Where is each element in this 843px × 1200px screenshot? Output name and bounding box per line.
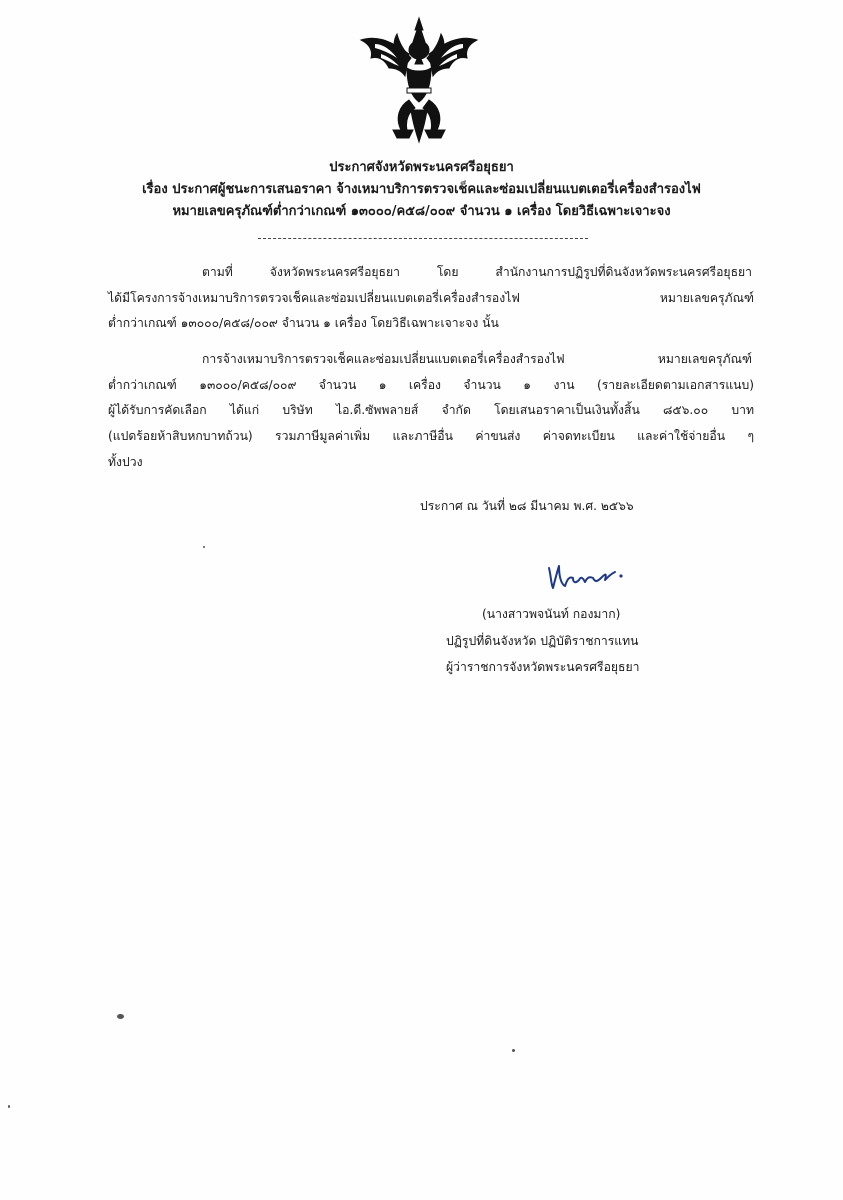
- handwritten-signature-icon: [545, 560, 627, 596]
- separator-line: [258, 238, 588, 239]
- signatory-position: ปฏิรูปที่ดินจังหวัด ปฏิบัติราชการแทน: [446, 634, 639, 648]
- scan-speck: [512, 1049, 515, 1052]
- announcement-subject: เรื่อง ประกาศผู้ชนะการเสนอราคา จ้างเหมาบริการตรวจเช็คและซ่อมเปลี่ยนแบตเตอรี่เครื่องสำรองไฟ: [142, 182, 701, 197]
- paragraph1-line1: ตามที่ จังหวัดพระนครศรีอยุธยา โดย สำนักงานการปฏิรูปที่ดินจังหวัดพระนครศรีอยุธยา: [202, 265, 752, 279]
- paragraph2-line3: ผู้ได้รับการคัดเลือก ได้แก่ บริษัท ไอ.ดี.ซัพพลายส์ จำกัด โดยเสนอราคาเป็นเงินทั้งสิ้น ๘๕๖.๐๐ บาท: [108, 403, 754, 417]
- paragraph2-line2: ต่ำกว่าเกณฑ์ ๑๓๐๐๐/ค๕๘/๐๐๙ จำนวน ๑ เครื่อง จำนวน ๑ งาน (รายละเอียดตามเอกสารแนบ): [108, 378, 754, 392]
- signatory-name: (นางสาวพจนันท์ กองมาก): [482, 607, 621, 621]
- announcement-date: ประกาศ ณ วันที่ ๒๘ มีนาคม พ.ศ. ๒๕๖๖: [420, 499, 634, 513]
- paragraph1-line2: ได้มีโครงการจ้างเหมาบริการตรวจเช็คและซ่อมเปลี่ยนแบตเตอรี่เครื่องสำรองไฟ หมายเลขครุภัณฑ์: [108, 291, 754, 305]
- paragraph2-line5: ทั้งปวง: [108, 455, 143, 469]
- scan-speck: [117, 1014, 124, 1019]
- scan-speck: [203, 546, 205, 548]
- announcement-subject-continued: หมายเลขครุภัณฑ์ต่ำกว่าเกณฑ์ ๑๓๐๐๐/ค๕๘/๐๐๙ จำนวน ๑ เครื่อง โดยวิธีเฉพาะเจาะจง: [172, 204, 671, 219]
- paragraph2-line4: (แปดร้อยห้าสิบหกบาทถ้วน) รวมภาษีมูลค่าเพิ่ม และภาษีอื่น ค่าขนส่ง ค่าจดทะเบียน และค่าใช้จ่ายอื่น ๆ: [108, 429, 754, 443]
- scan-speck: [8, 1105, 10, 1108]
- signatory-position-continued: ผู้ว่าราชการจังหวัดพระนครศรีอยุธยา: [446, 660, 640, 674]
- paragraph2-line1: การจ้างเหมาบริการตรวจเช็คและซ่อมเปลี่ยนแบตเตอรี่เครื่องสำรองไฟ หมายเลขครุภัณฑ์: [202, 352, 752, 366]
- garuda-emblem-icon: [355, 14, 483, 146]
- announcement-title: ประกาศจังหวัดพระนครศรีอยุธยา: [329, 160, 514, 175]
- paragraph1-line3: ต่ำกว่าเกณฑ์ ๑๓๐๐๐/ค๕๘/๐๐๙ จำนวน ๑ เครื่อง โดยวิธีเฉพาะเจาะจง นั้น: [108, 316, 499, 330]
